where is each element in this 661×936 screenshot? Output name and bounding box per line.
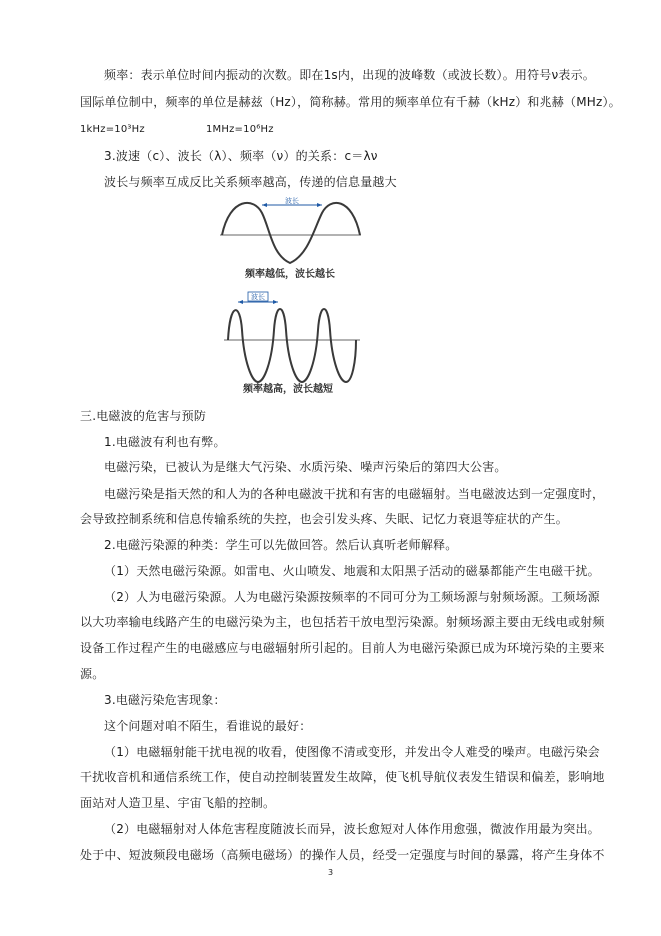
formula-mhz: 1MHz=10⁶Hz	[206, 124, 274, 135]
paragraph-pollution-def-1: 电磁污染是指天然的和人为的各种电磁波干扰和有害的电磁辐射。当电磁波达到一定强度时，	[104, 487, 605, 501]
paragraph-tv-interference-2: 干扰收音机和通信系统工作，使自动控制装置发生故障，使飞机导航仪表发生错误和偏差，影响地	[80, 770, 605, 784]
subheading-pros-cons: 1.电磁波有利也有弊。	[104, 435, 226, 449]
paragraph-artificial-source-1: （2）人为电磁污染源。人为电磁污染源按频率的不同可分为工频场源与射频场源。工频场源	[104, 590, 600, 604]
section-heading-hazards: 三.电磁波的危害与预防	[80, 409, 207, 423]
paragraph-inverse-relation: 波长与频率互成反比关系频率越高，传递的信息量越大	[104, 175, 397, 189]
paragraph-frequency-definition: 频率：表示单位时间内振动的次数。即在1s内，出现的波峰数（或波长数）。用符号ν表示。	[104, 68, 595, 82]
paragraph-wave-relation: 3.波速（c）、波长（λ）、频率（ν）的关系：c＝λν	[104, 149, 378, 163]
arrow-head-right	[317, 203, 322, 207]
figure-caption: 频率越高，波长越短	[243, 384, 333, 395]
subheading-hazard-phenomena: 3.电磁污染危害现象：	[104, 693, 226, 707]
low-frequency-wave-diagram	[218, 193, 363, 283]
paragraph-health-hazard-1: （2）电磁辐射对人体危害程度随波长而异，波长愈短对人体作用愈强，微波作用最为突出。	[104, 822, 600, 836]
wavelength-label: 波长	[285, 197, 299, 205]
wavelength-label: 波长	[251, 293, 265, 301]
arrow-head-left	[262, 203, 267, 207]
paragraph-artificial-source-4: 源。	[80, 667, 105, 681]
formula-khz: 1kHz=10³Hz	[80, 124, 145, 135]
paragraph-artificial-source-2: 以大功率输电线路产生的电磁污染为主，也包括若干放电型污染源。射频场源主要由无线电或射频	[80, 615, 605, 629]
subheading-source-types: 2.电磁污染源的种类：学生可以先做回答。然后认真听老师解释。	[104, 538, 458, 552]
paragraph-natural-source: （1）天然电磁污染源。如雷电、火山喷发、地震和太阳黑子活动的磁暴都能产生电磁干扰。	[104, 564, 600, 578]
paragraph-health-hazard-2: 处于中、短波频段电磁场（高频电磁场）的操作人员，经受一定强度与时间的暴露，将产生身体不	[80, 848, 605, 862]
figure-caption: 频率越低，波长越长	[245, 269, 335, 280]
wave-curve	[222, 203, 360, 263]
paragraph-frequency-units: 国际单位制中，频率的单位是赫兹（Hz），简称赫。常用的频率单位有千赫（kHz）和兆赫（MHz）。	[80, 95, 621, 109]
paragraph-artificial-source-3: 设备工作过程产生的电磁感应与电磁辐射所引起的。目前人为电磁污染源已成为环境污染的主要来	[80, 641, 605, 655]
paragraph-pollution-rank: 电磁污染，已被认为是继大气污染、水质污染、噪声污染后的第四大公害。	[104, 460, 507, 474]
arrow-head-left	[238, 300, 243, 304]
paragraph-discussion-prompt: 这个问题对咱不陌生，看谁说的最好：	[104, 719, 312, 733]
paragraph-pollution-def-2: 会导致控制系统和信息传输系统的失控，也会引发头疼、失眠、记忆力衰退等症状的产生。	[80, 512, 569, 526]
arrow-head-right	[273, 300, 278, 304]
wave-curve	[228, 309, 356, 382]
page-number: 3	[327, 868, 334, 877]
paragraph-tv-interference-3: 面站对人造卫星、宇宙飞船的控制。	[80, 796, 276, 810]
high-frequency-wave-diagram	[222, 290, 362, 395]
paragraph-tv-interference-1: （1）电磁辐射能干扰电视的收看，使图像不清或变形，并发出令人难受的噪声。电磁污染会	[104, 745, 600, 759]
